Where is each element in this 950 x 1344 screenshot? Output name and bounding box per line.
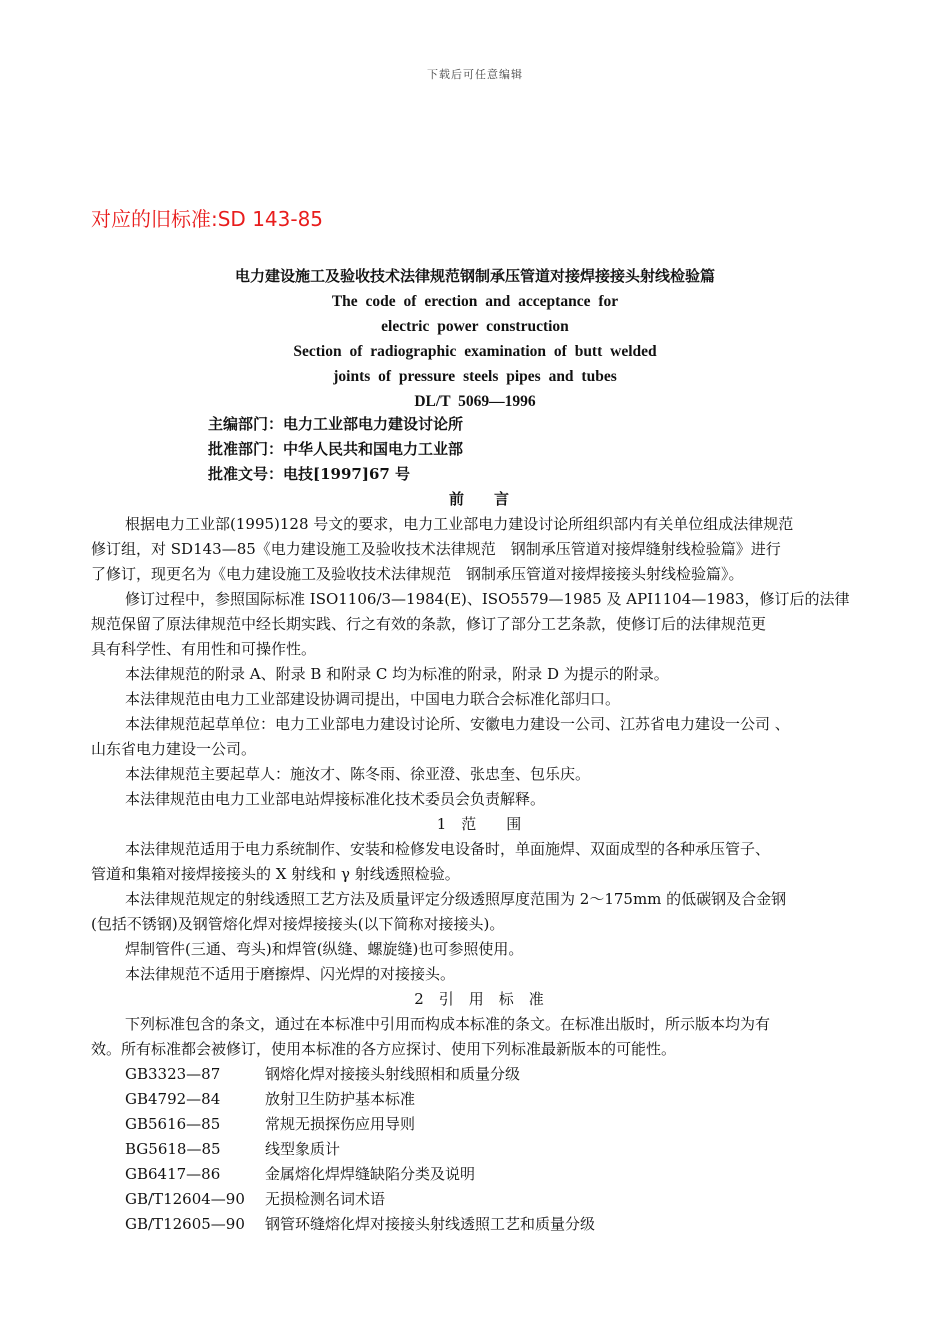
reference-code: GB3323—87 [125, 1065, 221, 1083]
title-block [0, 264, 950, 414]
title-en-line: joints of pressure steels pipes and tubes [333, 368, 617, 385]
reference-row [91, 1162, 867, 1187]
foreword-heading [91, 487, 867, 512]
old-standard-label: 对应的旧标准:SD 143-85 [91, 207, 324, 231]
header-note: 下载后可任意编辑 [427, 68, 523, 81]
paragraph-line: 山东省电力建设一公司。 [91, 740, 257, 758]
meta-block [208, 412, 463, 487]
title-en-line: electric power construction [381, 318, 569, 335]
title-en-line: The code of erection and acceptance for [331, 293, 619, 310]
paragraph-line: 管道和集箱对接焊接接头的 X 射线和 γ 射线透照检验。 [91, 865, 460, 883]
title-cn: 电力建设施工及验收技术法律规范钢制承压管道对接焊接接头射线检验篇 [234, 267, 715, 285]
reference-name: 无损检测名词术语 [265, 1190, 386, 1208]
reference-code: GB/T12604—90 [125, 1190, 245, 1208]
paragraph-line: 规范保留了原法律规范中经长期实践、行之有效的条款，修订了部分工艺条款，使修订后的法律规范更 [91, 615, 767, 633]
paragraph-line: 本法律规范由电力工业部建设协调司提出，中国电力联合会标准化部归口。 [125, 690, 621, 708]
paragraph-line: 了修订，现更名为《电力建设施工及验收技术法律规范 钢制承压管道对接焊接接头射线检验篇》。 [91, 565, 744, 583]
reference-code: GB6417—86 [125, 1165, 221, 1183]
reference-code: GB5616—85 [125, 1115, 221, 1133]
paragraph-line: 本法律规范由电力工业部电站焊接标准化技术委员会负责解释。 [125, 790, 546, 808]
paragraph-line: 具有科学性、有用性和可操作性。 [91, 640, 317, 658]
reference-row [91, 1137, 867, 1162]
reference-code: BG5618—85 [125, 1140, 221, 1158]
reference-name: 常规无损探伤应用导则 [265, 1115, 416, 1133]
paragraph-line: 修订过程中，参照国际标准 ISO1106/3—1984(E)、ISO5579—1985 及 API1104—1983，修订后的法律 [125, 590, 850, 608]
paragraph-line: (包括不锈钢)及钢管熔化焊对接焊接接头(以下简称对接接头)。 [91, 915, 505, 933]
meta-approver: 批准部门：中华人民共和国电力工业部 [208, 440, 464, 458]
paragraph-line: 根据电力工业部(1995)128 号文的要求，电力工业部电力建设讨论所组织部内有关单位组成法律规范 [125, 515, 794, 533]
reference-row [91, 1112, 867, 1137]
foreword-heading-text: 前言 [448, 490, 539, 508]
paragraph-line: 本法律规范规定的射线透照工艺方法及质量评定分级透照厚度范围为 2～175mm 的低碳钢及合金钢 [125, 890, 787, 908]
meta-editor: 主编部门：电力工业部电力建设讨论所 [208, 415, 464, 433]
reference-row [91, 1187, 867, 1212]
standard-code: DL/T 5069—1996 [414, 393, 536, 410]
paragraph-line: 本法律规范不适用于磨擦焊、闪光焊的对接接头。 [125, 965, 456, 983]
paragraph-line: 焊制管件(三通、弯头)和焊管(纵缝、螺旋缝)也可参照使用。 [125, 940, 524, 958]
paragraph-line: 修订组，对 SD143—85《电力建设施工及验收技术法律规范 钢制承压管道对接焊缝射线检验篇》进行 [91, 540, 781, 558]
reference-row [91, 1087, 867, 1112]
reference-code: GB/T12605—90 [125, 1215, 245, 1233]
paragraph-line: 本法律规范适用于电力系统制作、安装和检修发电设备时，单面施焊、双面成型的各种承压管子、 [125, 840, 771, 858]
reference-code: GB4792—84 [125, 1090, 221, 1108]
paragraph-line: 下列标准包含的条文，通过在本标准中引用而构成本标准的条文。在标准出版时，所示版本均为有 [125, 1015, 771, 1033]
document-body [91, 487, 867, 1237]
reference-row [91, 1212, 867, 1237]
paragraph-line: 本法律规范起草单位：电力工业部电力建设讨论所、安徽电力建设一公司、江苏省电力建设一公司 、 [125, 715, 790, 733]
meta-approval-number: 批准文号：电技[1997]67 号 [208, 465, 411, 483]
paragraph-line: 本法律规范的附录 A、附录 B 和附录 C 均为标准的附录，附录 D 为提示的附录。 [125, 665, 669, 683]
title-en-line: Section of radiographic examination of butt welded [293, 343, 657, 360]
section-2-heading: 2 引 用 标 准 [414, 990, 544, 1008]
reference-name: 钢管环缝熔化焊对接接头射线透照工艺和质量分级 [265, 1215, 596, 1233]
section-1-heading: 1 范 围 [436, 815, 522, 833]
paragraph-line: 效。所有标准都会被修订，使用本标准的各方应探讨、使用下列标准最新版本的可能性。 [91, 1040, 677, 1058]
reference-name: 钢熔化焊对接接头射线照相和质量分级 [265, 1065, 521, 1083]
reference-row [91, 1062, 867, 1087]
reference-name: 线型象质计 [265, 1140, 341, 1158]
paragraph-line: 本法律规范主要起草人：施汝才、陈冬雨、徐亚澄、张忠奎、包乐庆。 [125, 765, 591, 783]
reference-name: 金属熔化焊焊缝缺陷分类及说明 [265, 1165, 476, 1183]
reference-name: 放射卫生防护基本标准 [265, 1090, 416, 1108]
